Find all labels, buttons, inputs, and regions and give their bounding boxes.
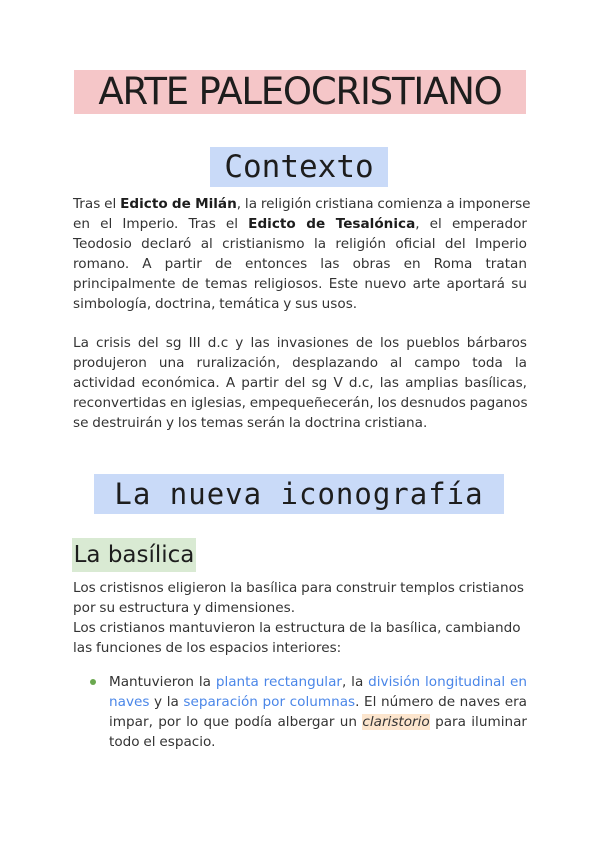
text-line: Tras el Edicto de Milán, la religión cristiana comienza a imponerse <box>73 196 531 212</box>
term-separacion-columnas: separación por columnas <box>183 694 356 710</box>
text-line: simbología, doctrina, temática y sus usos. <box>73 296 358 312</box>
text-line: naves y la separación por columnas. El número de naves era <box>109 694 527 710</box>
text-line: romano. A partir de entonces las obras en Roma tratan <box>73 256 527 272</box>
paragraph-basilica <box>73 578 527 658</box>
text-line: por su estructura y dimensiones. <box>73 600 296 616</box>
text-line: las funciones de los espacios interiores: <box>73 640 342 656</box>
term-claristorio: claristorio <box>362 714 430 730</box>
text-line: se destruirán y los temas serán la doctrina cristiana. <box>73 415 428 431</box>
text-line: todo el espacio. <box>109 734 216 750</box>
section-heading-iconografia: La nueva iconografía <box>94 474 504 514</box>
text-line: La crisis del sg III d.c y las invasiones de los pueblos bárbaros <box>73 335 527 351</box>
term-edicto-tesalonica: Edicto de Tesalónica <box>248 216 416 232</box>
term-planta-rectangular: planta rectangular <box>215 674 343 690</box>
term-edicto-milan: Edicto de Milán <box>120 196 237 212</box>
subheading-basilica: La basílica <box>72 538 196 572</box>
section-heading-contexto: Contexto <box>210 147 388 187</box>
bullet-list <box>90 672 527 752</box>
text-line: actividad económica. A partir del sg V d.c, las amplias basílicas, <box>73 375 527 391</box>
text-line: en el Imperio. Tras el Edicto de Tesalónica, el emperador <box>73 216 527 232</box>
bullet-dot-icon <box>90 679 96 685</box>
text-line: Los cristianos mantuvieron la estructura de la basílica, cambiando <box>73 620 521 636</box>
paragraph-contexto-1 <box>73 194 531 314</box>
page-title: ARTE PALEOCRISTIANO <box>74 70 526 114</box>
text-line: reconvertidas en iglesias, empequeñecerán, los desnudos paganos <box>73 395 528 411</box>
list-item <box>90 672 527 752</box>
text-line: Teodosio declaró al cristianismo la religión oficial del Imperio <box>73 236 527 252</box>
paragraph-contexto-2 <box>73 333 527 433</box>
term-division-longitudinal: división longitudinal en <box>368 674 527 690</box>
text-line: Los cristisnos eligieron la basílica para construir templos cristianos <box>73 580 524 596</box>
text-line: impar, por lo que podía albergar un claristorio para iluminar <box>109 714 528 730</box>
text-line: produjeron una ruralización, desplazando al campo toda la <box>73 355 527 371</box>
term-naves: naves <box>109 694 150 710</box>
text-line: principalmente de temas religiosos. Este nuevo arte aportará su <box>73 276 527 292</box>
text-line: Mantuvieron la planta rectangular, la división longitudinal en <box>109 674 527 690</box>
